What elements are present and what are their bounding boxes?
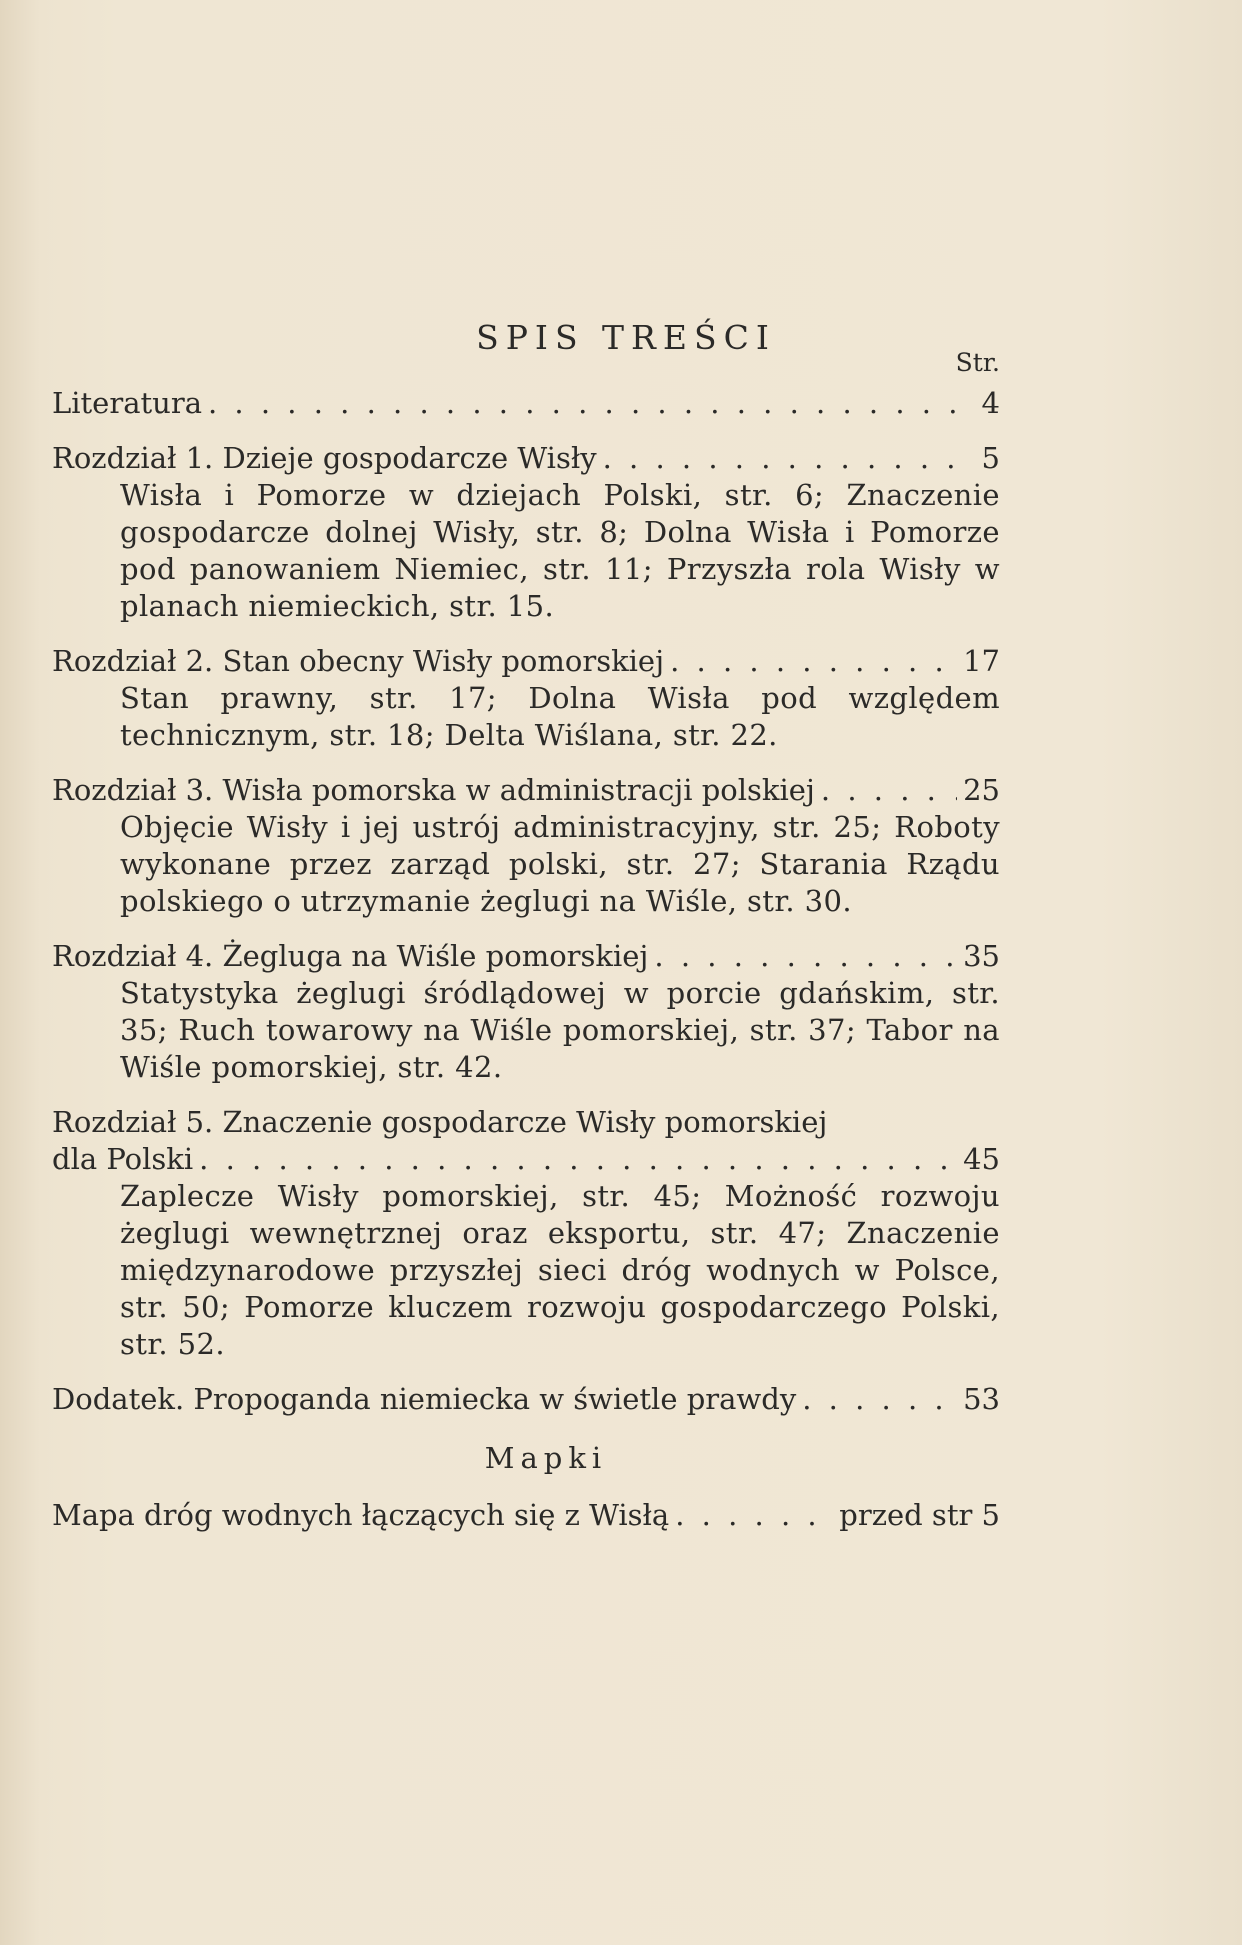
- toc-entry-page: 17: [963, 644, 1000, 678]
- toc-entry-label: Mapa dróg wodnych łączących się z Wisłą: [52, 1498, 670, 1532]
- toc-entry-appendix: [52, 1381, 1000, 1418]
- toc-entry-label: Rozdział 2. Stan obecny Wisły pomorskiej: [52, 644, 665, 678]
- toc-entry-label: dla Polski: [52, 1142, 194, 1176]
- toc-entry-label: Literatura: [52, 386, 202, 420]
- page-column-label: Str.: [955, 348, 1000, 377]
- toc-entry-page: 5: [981, 441, 1000, 475]
- dot-leader: [199, 1141, 957, 1178]
- toc-entry-description: Stan prawny, str. 17; Dolna Wisła pod względem technicznym, str. 18; Delta Wiślana, str. 22.: [120, 681, 1000, 752]
- toc-entry-page: 45: [963, 1142, 1000, 1176]
- toc-entry-label: Rozdział 1. Dzieje gospodarcze Wisły: [52, 441, 597, 475]
- toc-entry-page: przed str 5: [839, 1498, 1000, 1532]
- toc-entry-label: Rozdział 4. Żegluga na Wiśle pomorskiej: [52, 939, 649, 973]
- toc-entry-description: Objęcie Wisły i jej ustrój administracyjny, str. 25; Roboty wykonane przez zarząd polski, str. 27; Starania Rządu polskiego o utrzymanie żeglugi na Wiśle, str. 30.: [120, 810, 1000, 918]
- toc-entry-chapter-1: [52, 440, 1000, 625]
- dot-leader: [821, 772, 957, 809]
- dot-leader: [670, 643, 957, 680]
- table-of-contents: [52, 385, 1000, 1552]
- toc-entry-label: Dodatek. Propoganda niemiecka w świetle prawdy: [52, 1382, 797, 1416]
- dot-leader: [654, 938, 957, 975]
- dot-leader: [603, 440, 960, 477]
- toc-entry-label: Rozdział 3. Wisła pomorska w administracji polskiej: [52, 773, 815, 807]
- toc-entry-chapter-5: [52, 1104, 1000, 1363]
- toc-entry-chapter-4: [52, 938, 1000, 1086]
- toc-entry-chapter-2: [52, 643, 1000, 754]
- dot-leader: [802, 1381, 957, 1418]
- toc-entry-page: 53: [963, 1382, 1000, 1416]
- toc-entry-page: 35: [963, 939, 1000, 973]
- dot-leader: [675, 1497, 833, 1534]
- toc-entry-label-first-line: Rozdział 5. Znaczenie gospodarcze Wisły pomorskiej: [52, 1105, 828, 1139]
- page-title: SPIS TREŚCI: [476, 318, 776, 357]
- dot-leader: [208, 385, 960, 422]
- toc-entry-description: Zaplecze Wisły pomorskiej, str. 45; Możność rozwoju żeglugi wewnętrznej oraz eksportu, str. 47; Znaczenie międzynarodowe przyszłej sieci dróg wodnych w Polsce, str. 50; Pomorze kluczem rozwoju gospodarczego Polski, str. 52.: [120, 1179, 1000, 1361]
- toc-entry-description: Statystyka żeglugi śródlądowej w porcie gdańskim, str. 35; Ruch towarowy na Wiśle pomorskiej, str. 37; Tabor na Wiśle pomorskiej, str. 42.: [120, 976, 1000, 1084]
- maps-section-title: Mapki: [484, 1441, 608, 1475]
- toc-entry-page: 4: [981, 386, 1000, 420]
- toc-entry-map: [52, 1497, 1000, 1534]
- toc-entry-page: 25: [963, 773, 1000, 807]
- toc-entry-chapter-3: [52, 772, 1000, 920]
- toc-entry-description: Wisła i Pomorze w dziejach Polski, str. 6; Znaczenie gospodarcze dolnej Wisły, str. 8; Dolna Wisła i Pomorze pod panowaniem Niemiec, str. 11; Przyszła rola Wisły w planach niemieckich, str. 15.: [120, 478, 1000, 623]
- toc-entry-literatura: [52, 385, 1000, 422]
